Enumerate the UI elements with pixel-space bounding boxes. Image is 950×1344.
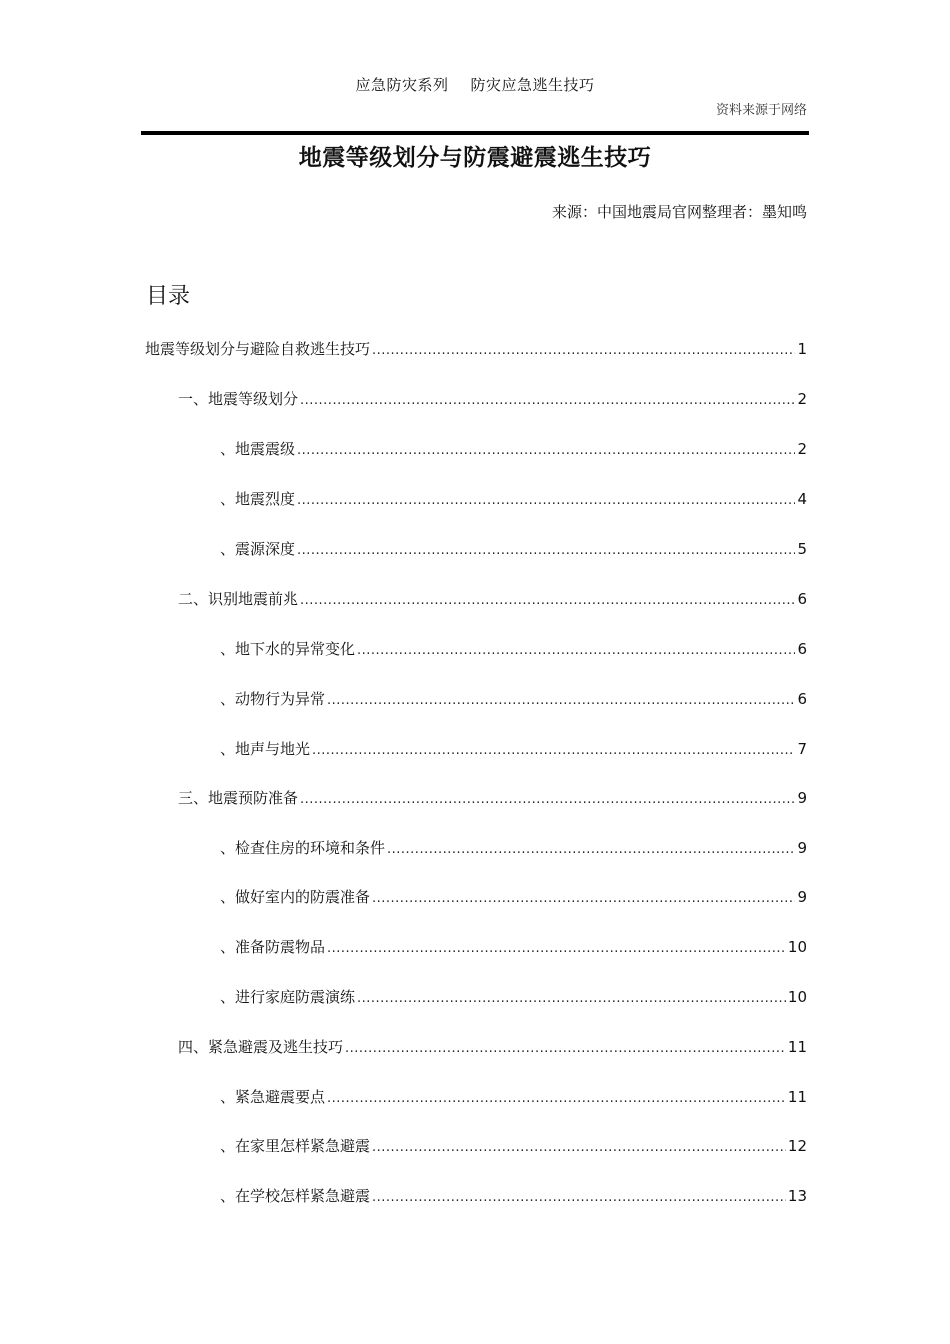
author-line: 来源：中国地震局官网整理者：墨知鸣 — [551, 203, 807, 221]
toc-entry[interactable] — [220, 1185, 807, 1207]
toc-entry[interactable] — [178, 787, 807, 809]
toc-entry-label: 、地下水的异常变化 — [220, 640, 356, 658]
toc-entry-label: 、地声与地光 — [220, 740, 311, 758]
toc-entry-page: 11 — [787, 1038, 807, 1056]
toc-leader — [327, 940, 786, 958]
toc-entry-page: 9 — [797, 839, 807, 857]
toc-leader — [300, 791, 795, 809]
toc-entry-page: 2 — [797, 390, 807, 408]
toc-entry-label: 、震源深度 — [220, 540, 296, 558]
toc-leader — [387, 841, 795, 859]
toc-entry-page: 9 — [797, 888, 807, 906]
toc-leader — [372, 1189, 786, 1207]
toc-leader — [327, 1090, 786, 1108]
toc-entry[interactable] — [220, 886, 807, 908]
toc-entry-label: 、地震震级 — [220, 440, 296, 458]
toc-entry[interactable] — [220, 1135, 807, 1157]
toc-leader — [372, 890, 795, 908]
toc-leader — [297, 542, 795, 560]
toc-entry[interactable] — [220, 936, 807, 958]
toc-entry-label: 、动物行为异常 — [220, 690, 326, 708]
toc-entry-page: 9 — [797, 789, 807, 807]
toc-entry-page: 6 — [797, 590, 807, 608]
toc-entry-label: 、紧急避震要点 — [220, 1088, 326, 1106]
toc-entry-page: 6 — [797, 640, 807, 658]
toc-entry-label: 、做好室内的防震准备 — [220, 888, 371, 906]
toc-entry[interactable] — [220, 438, 807, 460]
toc-entry[interactable] — [220, 986, 807, 1008]
toc-entry-label: 、准备防震物品 — [220, 938, 326, 956]
toc-entry-page: 13 — [787, 1187, 807, 1205]
toc-leader — [345, 1040, 786, 1058]
toc-entry-page: 11 — [787, 1088, 807, 1106]
toc-entry[interactable] — [220, 538, 807, 560]
toc-leader — [357, 642, 795, 660]
toc-entry-page: 12 — [787, 1137, 807, 1155]
toc-entry-label: 三、地震预防准备 — [178, 789, 299, 807]
toc-entry[interactable] — [220, 488, 807, 510]
toc-entry-label: 、地震烈度 — [220, 490, 296, 508]
toc-entry-page: 10 — [787, 988, 807, 1006]
toc-entry[interactable] — [220, 738, 807, 760]
toc-leader — [297, 492, 795, 510]
toc-entry-page: 4 — [797, 490, 807, 508]
toc-entry-label: 一、地震等级划分 — [178, 390, 299, 408]
toc-entry[interactable] — [178, 388, 807, 410]
toc-leader — [357, 990, 786, 1008]
toc-leader — [300, 392, 795, 410]
toc-entry[interactable] — [145, 338, 807, 360]
toc-entry[interactable] — [220, 837, 807, 859]
toc-leader — [372, 1139, 786, 1157]
series-name: 应急防灾系列 — [355, 76, 449, 94]
toc-leader — [312, 742, 795, 760]
toc-entry-page: 2 — [797, 440, 807, 458]
toc-entry-label: 、检查住房的环境和条件 — [220, 839, 386, 857]
toc-entry[interactable] — [178, 1036, 807, 1058]
toc-entry[interactable] — [220, 1086, 807, 1108]
toc-entry-label: 地震等级划分与避险自救逃生技巧 — [145, 340, 371, 358]
document-title: 地震等级划分与防震避震逃生技巧 — [298, 145, 652, 171]
toc-entry-page: 7 — [797, 740, 807, 758]
toc-heading: 目录 — [146, 284, 191, 309]
toc-entry-label: 二、识别地震前兆 — [178, 590, 299, 608]
toc-entry-label: 、在学校怎样紧急避震 — [220, 1187, 371, 1205]
toc-entry-page: 5 — [797, 540, 807, 558]
toc-leader — [372, 342, 795, 360]
toc-entry[interactable] — [178, 588, 807, 610]
toc-entry[interactable] — [220, 638, 807, 660]
toc-entry-page: 6 — [797, 690, 807, 708]
toc-leader — [327, 692, 795, 710]
toc-entry-page: 10 — [787, 938, 807, 956]
toc-entry-page: 1 — [797, 340, 807, 358]
source-note: 资料来源于网络 — [715, 103, 807, 118]
toc-entry-label: 、在家里怎样紧急避震 — [220, 1137, 371, 1155]
series-subtitle: 防灾应急逃生技巧 — [470, 76, 595, 94]
toc-entry[interactable] — [220, 688, 807, 710]
toc-entry-label: 、进行家庭防震演练 — [220, 988, 356, 1006]
toc-leader — [297, 442, 795, 460]
toc-leader — [300, 592, 795, 610]
toc-entry-label: 四、紧急避震及逃生技巧 — [178, 1038, 344, 1056]
